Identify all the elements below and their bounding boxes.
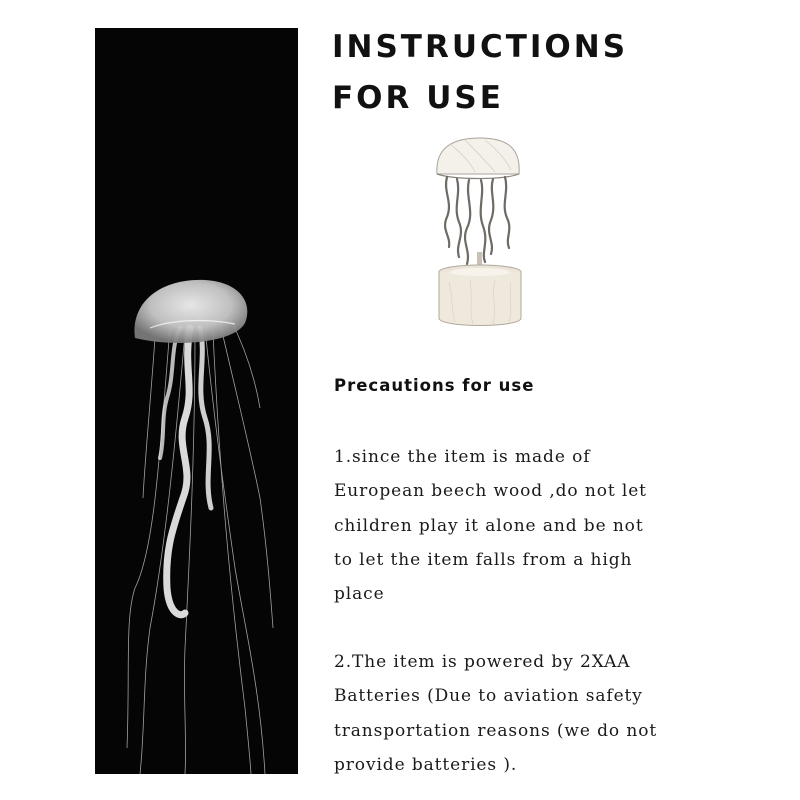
page-title [332, 22, 628, 124]
paragraph-line: to let the item falls from a high [334, 549, 633, 570]
jellyfish-illustration [95, 28, 298, 774]
paragraph-line: transportation reasons (we do not [334, 720, 658, 741]
paragraph-line: place [334, 584, 385, 605]
paragraph-line: children play it alone and be not [334, 515, 644, 536]
precaution-paragraph-2 [334, 645, 657, 782]
paragraph-line: European beech wood ,do not let [334, 481, 647, 502]
paragraph-line: provide batteries ). [334, 754, 518, 775]
precaution-paragraph-1 [334, 440, 647, 611]
paragraph-line: 2.The item is powered by 2XAA [334, 652, 631, 672]
page-title-line-2: FOR USE [332, 80, 504, 116]
wooden-jellyfish-lamp-illustration [425, 132, 535, 332]
section-heading: Precautions for use [334, 376, 535, 395]
paragraph-line: Batteries (Due to aviation safety [334, 686, 643, 707]
product-image [425, 132, 535, 332]
page-title-line-1: INSTRUCTIONS [332, 29, 629, 65]
jellyfish-photo [95, 28, 298, 774]
paragraph-line: 1.since the item is made of [334, 447, 591, 467]
